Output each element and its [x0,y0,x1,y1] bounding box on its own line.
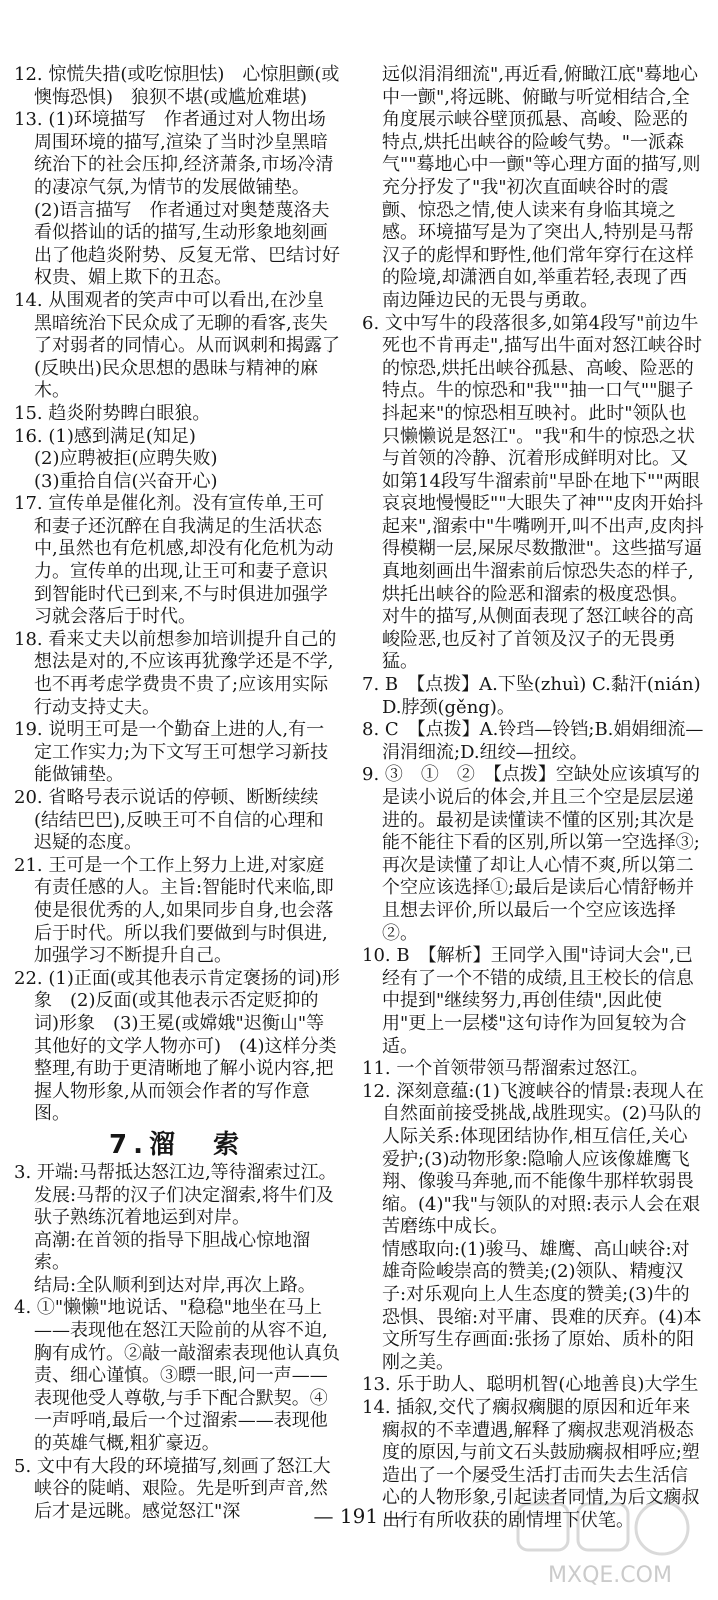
answer-item: 4. ①"懒懒"地说话、"稳稳"地坐在马上——表现他在怒江天险前的从容不迫,胸有成竹。②敲一敲溜索表现他认真负责、细心谨慎。③瞟一眼,问一声——表现他受人尊敬,与手下配合默契。④一声呼哨,最后一个过溜索——表现他的英雄气概,粗犷豪迈。 [14,1297,340,1455]
answer-item: 17. 宣传单是催化剂。没有宣传单,王可和妻子还沉醉在自我满足的生活状态中,虽然也有危机感,却没有化危机为动力。宣传单的出现,让王可和妻子意识到智能时代已到来,不与时俱进加强学习就会落后于时代。 [14,493,334,628]
answer-item: 5. 文中有大段的环境描写,刻画了怒江大峡谷的陡峭、艰险。先是听到声音,然后才是远眺。感觉怒江"深 [14,1455,331,1522]
right-answers [362,64,707,1533]
answer-item: 3. 开端:马帮抵达怒江边,等待溜索过江。 [14,1161,337,1183]
answer-continuation: 发展:马帮的汉子们决定溜索,将牛们及驮子熟练沉着地运到对岸。 [34,1184,334,1229]
answer-item: 21. 王可是一个工作上努力上进,对家庭有责任感的人。主旨:智能时代来临,即使是很优秀的人,如果同步自身,也会落后于时代。所以我们要做到与时俱进,加强学习不断提升自己。 [14,854,334,967]
answer-item: 15. 趋炎附势睥白眼狼。 [14,402,211,424]
answer-item: 11. 一个首领带领马帮溜索过怒江。 [362,1058,649,1080]
answer-item: 13. 乐于助人、聪明机智(心地善良)大学生 [362,1374,699,1396]
watermark-logo [512,1498,708,1590]
answer-continuation: (2)应聘被拒(应聘失败) [34,448,218,470]
answer-continuation: 高潮:在首领的指导下胆战心惊地溜索。 [34,1229,311,1274]
answer-item: 6. 文中写牛的段落很多,如第4段写"前边牛死也不肯再走",描写出牛面对怒江峡谷时的惊恐,烘托出峡谷孤悬、高峻、险恶的特点。牛的惊恐和"我""抽一口气""腿子抖起来"的惊恐相互映衬。此时"领队也只懒懒说是怒江"。"我"和牛的惊恐之状与首领的冷静、沉着形成鲜明对比。又如第14段写牛溜索前"早卧在地下""两眼哀哀地慢慢眨""大眼失了神""皮肉开始抖起来",溜索中"牛嘴咧开,叫不出声,皮肉抖得模糊一层,屎尿尽数撒泄"。这些描写逼真地刻画出牛溜索前后惊恐失态的样子,烘托出峡谷的险恶和溜索的极度恐惧。对牛的描写,从侧面表现了怒江峡谷的高峻险恶,也反衬了首领及汉子的无畏勇猛。 [362,312,704,673]
page-number: — 191 — [313,1504,405,1528]
answer-item: 19. 说明王可是一个勤奋上进的人,有一定工作实力;为下文写王可想学习新技能做铺垫。 [14,719,329,786]
answer-item: 9. ③ ① ② 【点拨】空缺处应该填写的是读小说后的体会,并且三个空是层层递进的。最初是读懂读不懂的区别;其次是能不能往下看的区别,所以第一空选择③;再次是读懂了却让人心情不爽,所以第二个空应该选择①;最后是读后心情舒畅并且想去评价,所以最后一个空应该选择②。 [362,764,700,944]
answer-item: 10. B 【解析】王同学入围"诗词大会",已经有了一个不错的成绩,且王校长的信息中提到"继续努力,再创佳绩",因此使用"更上一层楼"这句诗作为回复较为合适。 [362,945,694,1057]
answer-continuation: 结局:全队顺利到达对岸,再次上路。 [34,1274,316,1296]
answer-item: 18. 看来丈夫以前想参加培训提升自己的想法是对的,不应该再犹豫学还是不学,也不再考虑学费贵不贵了;应该用实际行动支持丈夫。 [14,628,337,718]
answer-item: 14. 从围观者的笑声中可以看出,在沙皇黑暗统治下民众成了无聊的看客,丧失了对弱者的同情心。从而讽刺和揭露了(反映出)民众思想的愚昧与精神的麻木。 [14,289,340,402]
svg-text:MXQE.COM: MXQE.COM [548,1563,672,1588]
answer-continuation: 远似涓涓细流",再近看,俯瞰江底"蓦地心中一颤",将远眺、俯瞰与听觉相结合,全角度展示峡谷壁顶孤悬、高峻、险恶的特点,烘托出峡谷的险峻气势。"一派森气""蓦地心中一颤"等心理方面的描写,则充分抒发了"我"初次直面峡谷时的震颤、惊恐之情,使人读来有身临其境之感。环境描写是为了突出人,特别是马帮汉子的彪悍和野性,他们常年穿行在这样的险境,却潇洒自如,举重若轻,表现了西南边陲边民的无畏与勇敢。 [382,64,701,311]
answer-item: 22. (1)正面(或其他表示肯定褒扬的词)形象 (2)反面(或其他表示否定贬抑的词)形象 (3)王冕(或嫦娥"迟衡山"等其他好的文学人物亦可) (4)这样分类整理,有助于更清晰地了解小说内容,把握人物形象,从而领会作者的写作意图。 [14,967,340,1125]
answer-item: 12. 深刻意蕴:(1)飞渡峡谷的情景:表现人在自然面前接受挑战,战胜现实。(2)马队的人际关系:体现团结协作,相互信任,关心爱护;(3)动物形象:隐喻人应该像雄鹰飞翔、像骏马奔驰,而不能像牛那样软弱畏缩。(4)"我"与领队的对照:表示人会在艰苦磨练中成长。 [362,1080,704,1238]
answer-continuation: (2)语言描写 作者通过对奥楚蔑洛夫看似搭讪的话的描写,生动形象地刻画出了他趋炎附势、反复无常、巴结讨好权贵、媚上欺下的丑态。 [34,199,340,289]
answer-item: 13. (1)环境描写 作者通过对人物出场周围环境的描写,渲染了当时沙皇黑暗统治下的社会压抑,经济萧条,市场冷清的凄凉气氛,为情节的发展做铺垫。 [14,109,334,198]
answer-item: 16. (1)感到满足(知足) [14,425,196,447]
answer-item: 8. C 【点拨】A.铃珰—铃铛;B.娟娟细流—涓涓细流;D.纽绞—扭绞。 [362,719,704,763]
left-answers-bottom [14,1162,340,1524]
answer-continuation: (3)重拾自信(兴奋开心) [34,470,218,492]
left-column [14,64,340,1523]
answer-item: 12. 惊慌失措(或吃惊胆怯) 心惊胆颤(或懊悔恐惧) 狼狈不堪(或尴尬难堪) [14,64,340,108]
left-answers-top [14,64,340,1126]
answer-item: 20. 省略号表示说话的停顿、断断续续(结结巴巴),反映王可不自信的心理和迟疑的态度。 [14,787,324,854]
answer-item: 7. B 【点拨】A.下坠(zhuì) C.黏汗(nián) D.脖颈(gěng)。 [362,674,707,718]
right-column [362,64,707,1533]
section-title: 7.溜 索 [109,1129,245,1160]
answer-item: 14. 插叙,交代了瘸叔瘸腿的原因和近年来瘸叔的不幸遭遇,解释了瘸叔悲观消极态度的原因,与前文石头鼓励瘸叔相呼应;塑造出了一个屡受生活打击而失去生活信心的人物形象,引起读者同情,为后文瘸叔出行有所收获的剧情埋下伏笔。 [362,1397,700,1531]
answer-continuation: 情感取向:(1)骏马、雄鹰、高山峡谷:对雄奇险峻崇高的赞美;(2)领队、精瘦汉子:对乐观向上人生态度的赞美;(3)牛的恐惧、畏缩:对平庸、畏难的厌弃。(4)本文所写生存画面:张扬了原始、质朴的阳刚之美。 [382,1238,702,1373]
